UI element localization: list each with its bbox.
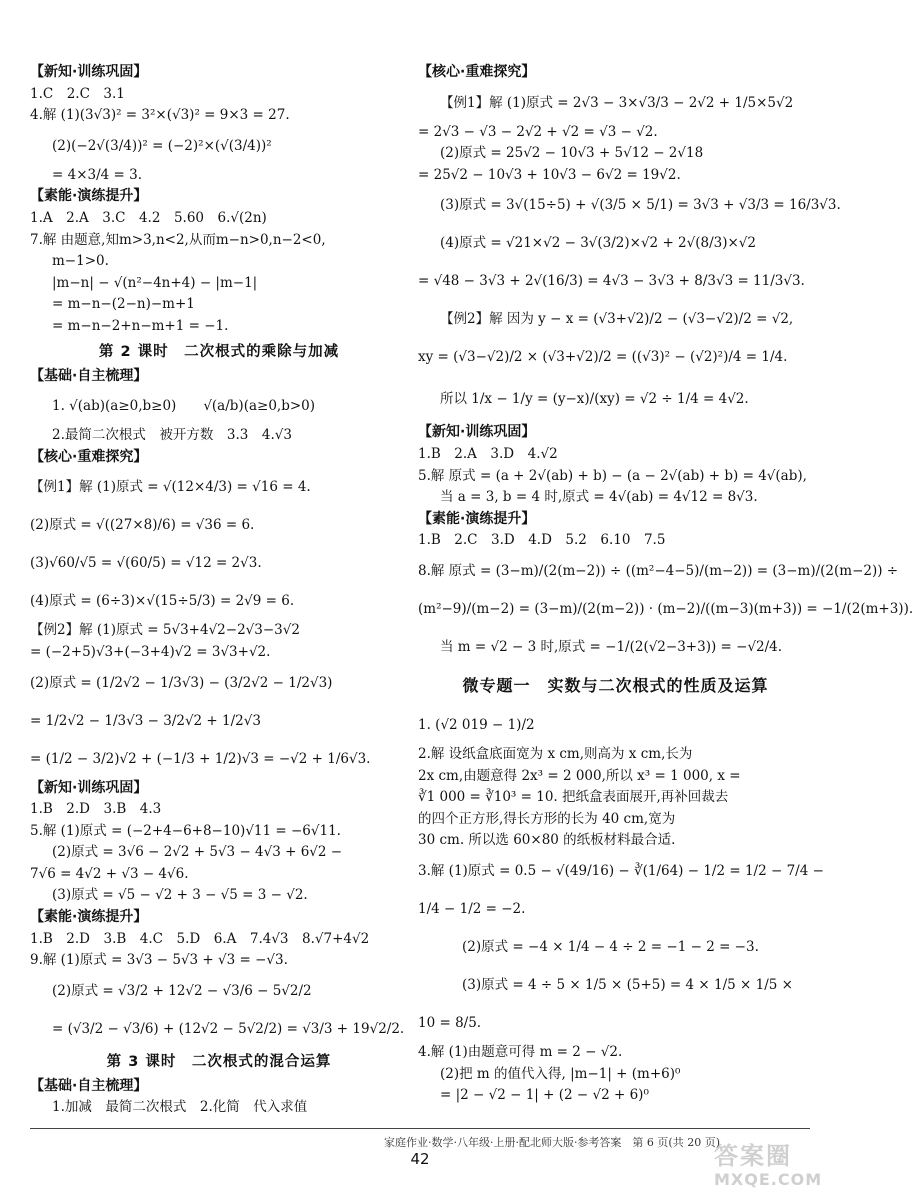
answer-line: 30 cm. 所以选 60×80 的纸板材料最合适. (418, 832, 676, 849)
watermark-line2: MXQE.COM (714, 1170, 823, 1189)
answer-line: 1.C 2.C 3.1 (30, 85, 125, 102)
answer-line: 1.B 2.A 3.D 4.√2 (418, 445, 558, 462)
answer-line: 9.解 (1)原式 = 3√3 − 5√3 + √3 = −√3. (30, 952, 288, 969)
answer-line: 10 = 8/5. (418, 1014, 482, 1031)
answer-line: 1.A 2.A 3.C 4.2 5.60 6.√(2n) (30, 209, 267, 226)
answer-line: (2)原式 = 25√2 − 10√3 + 5√12 − 2√18 (440, 145, 704, 162)
lesson-title: 第 3 课时 二次根式的混合运算 (106, 1053, 332, 1070)
answer-line: m−1>0. (52, 253, 109, 270)
answer-line: = (1/2 − 3/2)√2 + (−1/3 + 1/2)√3 = −√2 + 1/6√3. (30, 750, 371, 767)
answer-line: 当 a = 3, b = 4 时,原式 = 4√(ab) = 4√12 = 8√3. (440, 489, 758, 506)
answer-line: 1/4 − 1/2 = −2. (418, 900, 526, 917)
answer-line: 4.解 (1)(3√3)² = 3²×(√3)² = 9×3 = 27. (30, 107, 290, 124)
answer-line: = 1/2√2 − 1/3√3 − 3/2√2 + 1/2√3 (30, 712, 261, 729)
answer-line: (2)(−2√(3/4))² = (−2)²×(√(3/4))² (52, 137, 272, 154)
answer-line: 1.B 2.C 3.D 4.D 5.2 6.10 7.5 (418, 532, 666, 549)
lesson-title: 微专题一 实数与二次根式的性质及运算 (462, 675, 769, 695)
footer-rule (30, 1128, 810, 1129)
answer-line: 【例1】解 (1)原式 = √(12×4/3) = √16 = 4. (30, 479, 311, 496)
lesson-title: 第 2 课时 二次根式的乘除与加减 (98, 343, 340, 360)
answer-line: (3)原式 = √5 − √2 + 3 − √5 = 3 − √2. (52, 887, 308, 904)
answer-line: = m−n−2+n−m+1 = −1. (52, 317, 229, 334)
answer-line: 1.B 2.D 3.B 4.3 (30, 801, 162, 818)
answer-line: ∛1 000 = ∛10³ = 10. 把纸盒表面展开,再补回裁去 (418, 789, 729, 806)
answer-line: (3)原式 = 3√(15÷5) + √(3/5 × 5/1) = 3√3 + √3/3 = 16/3√3. (440, 197, 841, 214)
answer-line: (2)原式 = 3√6 − 2√2 + 5√3 − 4√3 + 6√2 − (52, 844, 343, 861)
section-header: 【新知·训练巩固】 (30, 779, 148, 796)
answer-line: = (−2+5)√3+(−3+4)√2 = 3√3+√2. (30, 643, 271, 660)
answer-line: 7√6 = 4√2 + √3 − 4√6. (30, 865, 189, 882)
answer-line: 2.解 设纸盒底面宽为 x cm,则高为 x cm,长为 (418, 745, 693, 762)
answer-line: = 2√3 − √3 − 2√2 + √2 = √3 − √2. (418, 123, 658, 140)
answer-line: 1. √(ab)(a≥0,b≥0) √(a/b)(a≥0,b>0) (52, 398, 316, 415)
answer-line: xy = (√3−√2)/2 × (√3+√2)/2 = ((√3)² − (√2)²)/4 = 1/4. (418, 349, 788, 366)
answer-line: = (√3/2 − √3/6) + (12√2 − 5√2/2) = √3/3 + 19√2/2. (52, 1020, 405, 1037)
section-header: 【素能·演练提升】 (30, 909, 148, 926)
answer-line: = √48 − 3√3 + 2√(16/3) = 4√3 − 3√3 + 8/3√3 = 11/3√3. (418, 273, 805, 290)
answer-line: (2)把 m 的值代入得, |m−1| + (m+6)⁰ (440, 1065, 681, 1082)
answer-line: = 25√2 − 10√3 + 10√3 − 6√2 = 19√2. (418, 166, 681, 183)
left-column (30, 62, 408, 1119)
section-header: 【核心·重难探究】 (418, 64, 536, 80)
answer-line: 3.解 (1)原式 = 0.5 − √(49/16) − ∛(1/64) − 1/2 = 1/2 − 7/4 − (418, 862, 824, 879)
answer-line: 【例1】解 (1)原式 = 2√3 − 3×√3/3 − 2√2 + 1/5×5√2 (440, 94, 794, 111)
watermark-logo (714, 1142, 824, 1194)
answer-line: (2)原式 = √3/2 + 12√2 − √3/6 − 5√2/2 (52, 982, 312, 999)
section-header: 【新知·训练巩固】 (30, 64, 148, 80)
right-column (418, 62, 913, 1107)
answer-line: (4)原式 = (6÷3)×√(15÷5/3) = 2√9 = 6. (30, 593, 295, 610)
answer-line: (m²−9)/(m−2) = (3−m)/(2(m−2)) · (m−2)/((m−3)(m+3)) = −1/(2(m+3)). (418, 600, 913, 617)
footer-book-info: 家庭作业·数学·八年级·上册·配北师大版·参考答案 第 6 页(共 20 页) (383, 1136, 720, 1149)
answer-line: (2)原式 = (1/2√2 − 1/3√3) − (3/2√2 − 1/2√3) (30, 674, 333, 691)
answer-line: 4.解 (1)由题意可得 m = 2 − √2. (418, 1043, 623, 1060)
section-header: 【核心·重难探究】 (30, 448, 148, 465)
answer-line: 1.B 2.D 3.B 4.C 5.D 6.A 7.4√3 8.√7+4√2 (30, 930, 370, 947)
page-number: 42 (410, 1150, 430, 1168)
answer-line: (2)原式 = −4 × 1/4 − 4 ÷ 2 = −1 − 2 = −3. (462, 938, 759, 955)
section-header: 【素能·演练提升】 (30, 188, 148, 205)
section-header: 【基础·自主梳理】 (30, 367, 148, 384)
section-header: 【基础·自主梳理】 (30, 1077, 148, 1094)
answer-line: 1.加减 最简二次根式 2.化简 代入求值 (52, 1099, 308, 1116)
answer-line: 当 m = √2 − 3 时,原式 = −1/(2(√2−3+3)) = −√2/4. (440, 638, 783, 655)
answer-line: 【例2】解 因为 y − x = (√3+√2)/2 − (√3−√2)/2 = √2, (440, 311, 794, 328)
answer-line: (2)原式 = √((27×8)/6) = √36 = 6. (30, 517, 255, 534)
answer-line: |m−n| − √(n²−4n+4) − |m−1| (52, 274, 258, 291)
answer-line: 2x cm,由题意得 2x³ = 2 000,所以 x³ = 1 000, x = (418, 767, 741, 784)
answer-line: 的四个正方形,得长方形的长为 40 cm,宽为 (418, 810, 676, 827)
answer-line: 7.解 由题意,知m>3,n<2,从而m−n>0,n−2<0, (30, 231, 326, 248)
answer-line: 2.最简二次根式 被开方数 3.3 4.√3 (52, 427, 292, 444)
answer-line: = |2 − √2 − 1| + (2 − √2 + 6)⁰ (440, 1087, 649, 1104)
answer-line: 5.解 (1)原式 = (−2+4−6+8−10)√11 = −6√11. (30, 822, 341, 839)
watermark-line1: 答案圈 (714, 1142, 792, 1170)
answer-line: 8.解 原式 = (3−m)/(2(m−2)) ÷ ((m²−4−5)/(m−2)) = (3−m)/(2(m−2)) ÷ (418, 562, 899, 579)
section-header: 【新知·训练巩固】 (418, 424, 536, 441)
section-header: 【素能·演练提升】 (418, 510, 536, 527)
answer-line: 5.解 原式 = (a + 2√(ab) + b) − (a − 2√(ab) + b) = 4√(ab), (418, 467, 807, 484)
answer-line: (4)原式 = √21×√2 − 3√(3/2)×√2 + 2√(8/3)×√2 (440, 235, 756, 252)
answer-line: (3)原式 = 4 ÷ 5 × 1/5 × (5+5) = 4 × 1/5 × 1/5 × (462, 976, 793, 993)
answer-line: = 4×3/4 = 3. (52, 166, 143, 183)
answer-line: 【例2】解 (1)原式 = 5√3+4√2−2√3−3√2 (30, 622, 300, 639)
answer-line: 1. (√2 019 − 1)/2 (418, 716, 535, 733)
answer-line: (3)√60/√5 = √(60/5) = √12 = 2√3. (30, 555, 262, 572)
answer-line: = m−n−(2−n)−m+1 (52, 296, 195, 313)
answer-line: 所以 1/x − 1/y = (y−x)/(xy) = √2 ÷ 1/4 = 4√2. (440, 391, 749, 408)
